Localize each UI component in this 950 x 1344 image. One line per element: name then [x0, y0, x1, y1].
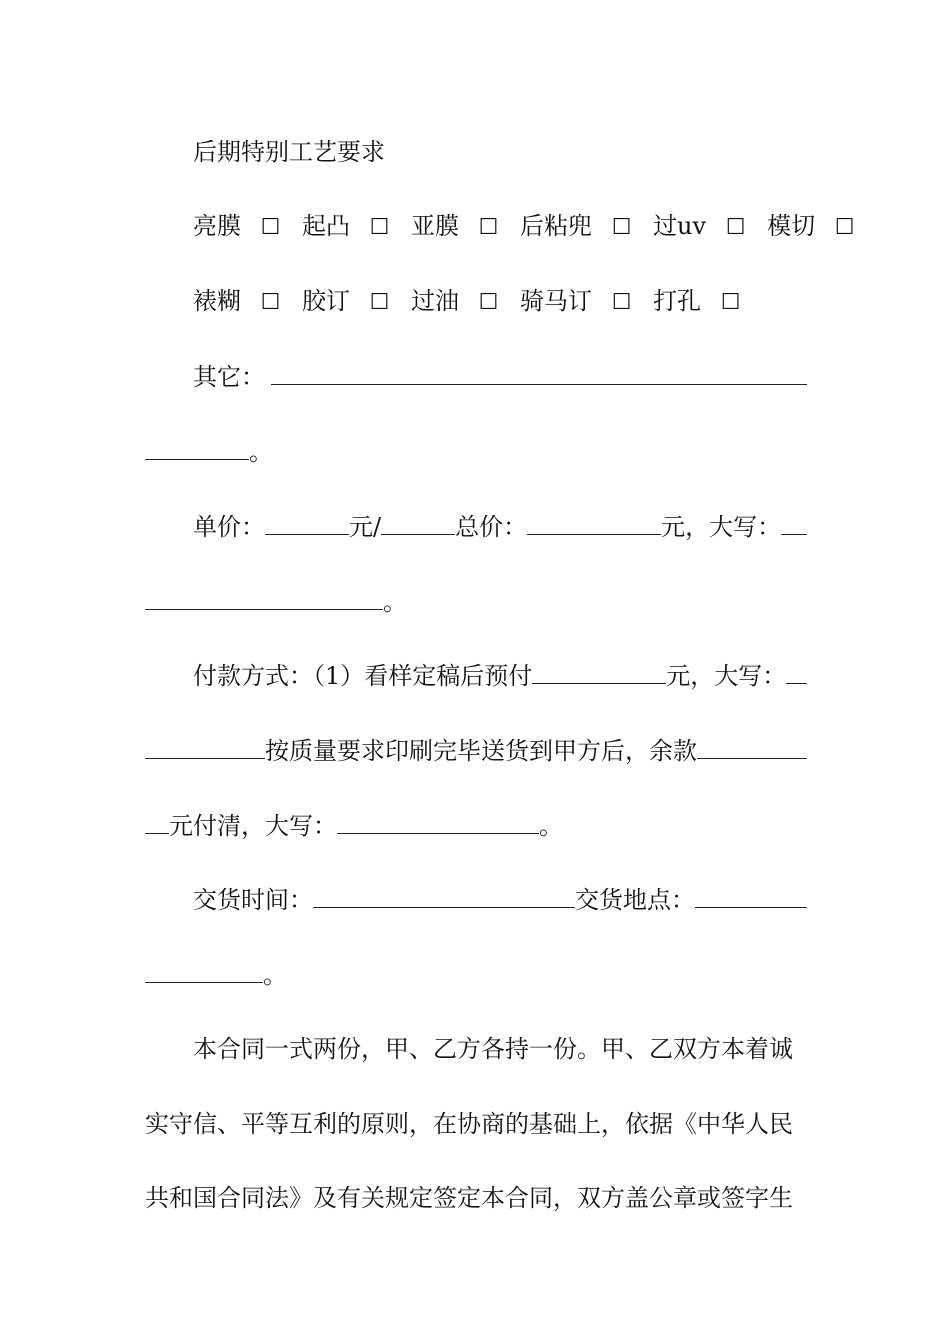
payment-end: 。	[539, 812, 563, 840]
other-blank-cont[interactable]	[145, 431, 249, 460]
option-label: 模切	[767, 212, 816, 240]
unit-blank[interactable]	[381, 506, 455, 535]
checkbox-varnish[interactable]: ☐	[478, 290, 499, 315]
checkbox-mounting[interactable]: ☐	[260, 290, 281, 315]
price-line	[145, 506, 807, 546]
prepay-blank[interactable]	[532, 655, 666, 684]
price-line-cont	[145, 581, 807, 621]
delivery-place-blank-cont[interactable]	[145, 954, 263, 983]
payment-line	[145, 655, 807, 695]
after-delivery-text: 按质量要求印刷完毕送货到甲方后，余款	[265, 737, 697, 765]
total-price-label: 总价：	[455, 513, 528, 541]
option-label: 裱糊	[193, 287, 241, 315]
delivery-place-label: 交货地点：	[575, 886, 695, 914]
payment-line-2	[145, 730, 807, 770]
prepay-yuan-upper: 元，大写：	[666, 662, 787, 690]
unit-yuan-slash: 元/	[349, 513, 382, 541]
option-label: 亚膜	[411, 212, 460, 240]
option-label: 骑马订	[520, 287, 593, 315]
balance-blank-cont[interactable]	[145, 805, 169, 834]
delivery-line-cont	[145, 954, 807, 994]
prepay-words-blank-cont[interactable]	[145, 730, 265, 759]
checkbox-saddle-stitch[interactable]: ☐	[611, 290, 632, 315]
payment-label: 付款方式：（1）看样定稿后预付	[193, 662, 533, 690]
prepay-words-blank[interactable]	[786, 655, 807, 684]
option-label: 过uv	[653, 212, 707, 240]
checkbox-perfect-binding[interactable]: ☐	[369, 290, 390, 315]
balance-blank[interactable]	[697, 730, 807, 759]
balance-words-blank[interactable]	[337, 805, 539, 834]
checkbox-punch[interactable]: ☐	[720, 290, 741, 315]
total-yuan-upper: 元，大写：	[661, 513, 782, 541]
delivery-time-label: 交货时间：	[193, 886, 313, 914]
option-label: 亮膜	[193, 212, 241, 240]
amount-words-blank-cont[interactable]	[145, 581, 383, 610]
other-line-cont	[145, 431, 807, 471]
finishing-row-2	[145, 281, 807, 321]
checkbox-emboss[interactable]: ☐	[369, 215, 390, 240]
section-title: 后期特别工艺要求	[193, 138, 385, 166]
option-label: 后粘兜	[520, 212, 593, 240]
total-price-blank[interactable]	[527, 506, 661, 535]
checkbox-die-cut[interactable]: ☐	[834, 215, 855, 240]
delivery-place-blank[interactable]	[695, 879, 807, 908]
checkbox-pocket[interactable]: ☐	[611, 215, 632, 240]
option-label: 过油	[411, 287, 460, 315]
clause-line-1: 本合同一式两份，甲、乙方各持一份。甲、乙双方本着诚	[193, 1035, 793, 1063]
option-label: 打孔	[653, 287, 702, 315]
other-label: 其它：	[193, 363, 265, 391]
payment-line-3	[145, 805, 807, 845]
checkbox-matte-film[interactable]: ☐	[478, 215, 499, 240]
unit-price-blank[interactable]	[265, 506, 349, 535]
amount-words-blank[interactable]	[781, 506, 807, 535]
delivery-line	[145, 879, 807, 919]
option-label: 胶订	[302, 287, 351, 315]
option-label: 起凸	[302, 212, 351, 240]
clause-line-3: 共和国合同法》及有关规定签定本合同，双方盖公章或签字生	[145, 1184, 793, 1212]
checkbox-gloss-film[interactable]: ☐	[260, 215, 281, 240]
clause-line-2: 实守信、平等互利的原则，在协商的基础上，依据《中华人民	[145, 1110, 793, 1138]
delivery-time-blank[interactable]	[313, 879, 575, 908]
paid-off-text: 元付清，大写：	[169, 812, 337, 840]
unit-price-label: 单价：	[193, 513, 265, 541]
finishing-row-1	[145, 206, 855, 246]
delivery-end: 。	[263, 961, 287, 989]
other-blank[interactable]	[271, 356, 807, 385]
other-line	[145, 356, 807, 396]
other-end: 。	[249, 438, 273, 466]
checkbox-uv[interactable]: ☐	[725, 215, 746, 240]
price-end: 。	[383, 588, 407, 616]
